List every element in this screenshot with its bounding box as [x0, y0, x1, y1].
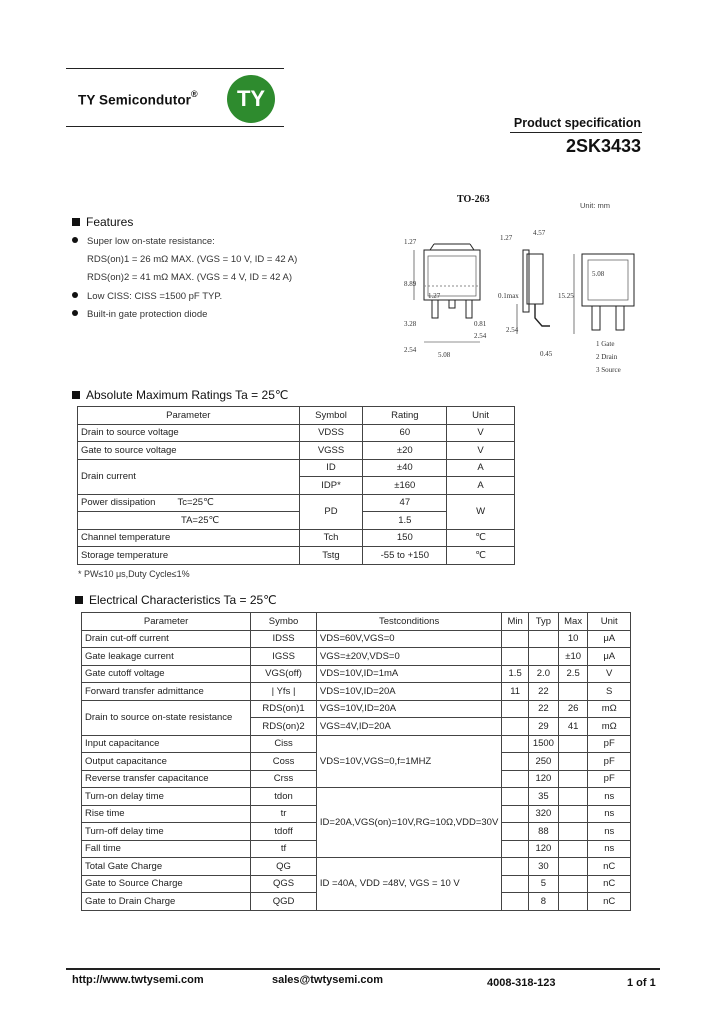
table-cell: Forward transfer admittance [82, 683, 251, 701]
table-row [78, 547, 515, 565]
table-cell: nC [588, 875, 631, 893]
table-cell: W [447, 494, 515, 529]
table-cell: 120 [528, 840, 558, 858]
table-cell: QGS [251, 875, 317, 893]
bullet-icon [72, 237, 78, 243]
table-row [82, 858, 631, 876]
section-square-icon [72, 218, 80, 226]
amr-heading: Absolute Maximum Ratings Ta = 25℃ [72, 388, 288, 402]
table-cell [558, 735, 588, 753]
feature-item: Built-in gate protection diode [72, 309, 207, 320]
table-cell: Rise time [82, 805, 251, 823]
table-row [78, 529, 515, 547]
table-row [78, 424, 515, 442]
brand-name: TY Semicondutor® [78, 89, 198, 108]
package-drawing [402, 214, 642, 374]
column-header: Min [502, 613, 529, 631]
table-cell: Gate to Source Charge [82, 875, 251, 893]
table-cell [558, 875, 588, 893]
registered-mark: ® [191, 89, 198, 99]
table-cell: Power dissipation Tc=25℃ [78, 494, 300, 512]
ec-heading: Electrical Characteristics Ta = 25℃ [75, 593, 277, 607]
dim-label: 0.45 [540, 350, 553, 358]
table-cell [502, 840, 529, 858]
table-cell: VDS=10V,ID=20A [316, 683, 501, 701]
table-cell: Ciss [251, 735, 317, 753]
footer-rule [66, 968, 660, 970]
column-header: Rating [363, 407, 447, 425]
table-cell: Crss [251, 770, 317, 788]
column-header: Unit [447, 407, 515, 425]
table-cell: Turn-off delay time [82, 823, 251, 841]
table-row [78, 459, 515, 477]
table-cell: nC [588, 858, 631, 876]
table-cell: 88 [528, 823, 558, 841]
column-header: Symbol [299, 407, 363, 425]
table-row [78, 442, 515, 460]
table-cell [558, 683, 588, 701]
table-cell [502, 700, 529, 718]
table-cell: pF [588, 753, 631, 771]
table-row [82, 648, 631, 666]
table-cell: VGS=4V,ID=20A [316, 718, 501, 736]
table-cell: 2.5 [558, 665, 588, 683]
table-cell: VDSS [299, 424, 363, 442]
table-cell: ns [588, 805, 631, 823]
header-rule-bottom [66, 126, 284, 127]
footer-email-link[interactable]: sales@twtysemi.com [272, 974, 383, 986]
dim-label: 4.57 [533, 229, 546, 237]
table-row [82, 788, 631, 806]
table-cell: VGS=±20V,VDS=0 [316, 648, 501, 666]
table-cell: 41 [558, 718, 588, 736]
table-header-row [82, 613, 631, 631]
table-cell: | Yfs | [251, 683, 317, 701]
table-cell: VGS(off) [251, 665, 317, 683]
table-cell: nC [588, 893, 631, 911]
table-cell: VGS=10V,ID=20A [316, 700, 501, 718]
table-cell: 1500 [528, 735, 558, 753]
table-cell [502, 648, 529, 666]
table-cell: 5 [528, 875, 558, 893]
table-cell: ID [299, 459, 363, 477]
table-cell: RDS(on)2 [251, 718, 317, 736]
table-cell [502, 858, 529, 876]
table-cell: Turn-on delay time [82, 788, 251, 806]
table-cell: Gate to source voltage [78, 442, 300, 460]
table-row [82, 683, 631, 701]
table-cell: IGSS [251, 648, 317, 666]
dim-label: 2.54 [506, 326, 519, 334]
amr-table [77, 406, 515, 565]
table-cell [502, 875, 529, 893]
table-row [82, 700, 631, 718]
table-cell: 150 [363, 529, 447, 547]
table-cell: VDS=60V,VGS=0 [316, 630, 501, 648]
table-cell: Drain cut-off current [82, 630, 251, 648]
table-cell: 26 [558, 700, 588, 718]
table-cell [528, 648, 558, 666]
table-cell [558, 840, 588, 858]
table-cell: ns [588, 823, 631, 841]
table-cell: Storage temperature [78, 547, 300, 565]
bullet-icon [72, 310, 78, 316]
table-cell [558, 823, 588, 841]
table-cell: mΩ [588, 700, 631, 718]
table-cell: Drain current [78, 459, 300, 494]
table-cell: ns [588, 840, 631, 858]
table-cell: mΩ [588, 718, 631, 736]
pin-label: 1 Gate [596, 340, 615, 348]
table-cell: Gate leakage current [82, 648, 251, 666]
table-cell: μA [588, 648, 631, 666]
section-square-icon [75, 596, 83, 604]
table-cell: Reverse transfer capacitance [82, 770, 251, 788]
features-heading: Features [72, 215, 133, 229]
dim-label: 2.54 [404, 346, 417, 354]
dim-label: 15.25 [558, 292, 574, 300]
table-cell [558, 805, 588, 823]
dim-label: 5.08 [592, 270, 605, 278]
table-cell: Coss [251, 753, 317, 771]
dim-label: 1.27 [404, 238, 417, 246]
table-cell: ns [588, 788, 631, 806]
dim-label: 1.27 [428, 292, 441, 300]
header-rule-top [66, 68, 284, 69]
table-cell [502, 753, 529, 771]
table-cell: Channel temperature [78, 529, 300, 547]
table-cell: 35 [528, 788, 558, 806]
table-cell: 8 [528, 893, 558, 911]
footer-url-link[interactable]: http://www.twtysemi.com [72, 974, 204, 986]
table-cell: ℃ [447, 529, 515, 547]
table-cell: 11 [502, 683, 529, 701]
table-cell [558, 788, 588, 806]
table-cell: tf [251, 840, 317, 858]
table-cell: 60 [363, 424, 447, 442]
table-cell [558, 753, 588, 771]
table-cell: Drain to source on-state resistance [82, 700, 251, 735]
table-cell: PD [299, 494, 363, 529]
table-cell: V [447, 424, 515, 442]
bullet-icon [72, 292, 78, 298]
table-cell: Total Gate Charge [82, 858, 251, 876]
table-cell: V [447, 442, 515, 460]
column-header: Typ [528, 613, 558, 631]
table-cell: Drain to source voltage [78, 424, 300, 442]
table-cell: ±160 [363, 477, 447, 495]
table-cell: QGD [251, 893, 317, 911]
table-cell: 250 [528, 753, 558, 771]
feature-item: RDS(on)2 = 41 mΩ MAX. (VGS = 4 V, ID = 42 A) [87, 272, 293, 283]
table-cell: 30 [528, 858, 558, 876]
table-cell: 22 [528, 683, 558, 701]
table-header-row [78, 407, 515, 425]
table-cell: tdon [251, 788, 317, 806]
table-cell [502, 788, 529, 806]
header-rule-right [510, 132, 642, 133]
table-cell: QG [251, 858, 317, 876]
table-cell: ID=20A,VGS(on)=10V,RG=10Ω,VDD=30V [316, 788, 501, 858]
table-cell: Input capacitance [82, 735, 251, 753]
table-cell: 29 [528, 718, 558, 736]
table-cell: μA [588, 630, 631, 648]
table-cell: A [447, 477, 515, 495]
pin-label: 3 Source [596, 366, 621, 374]
column-header: Symbo [251, 613, 317, 631]
table-cell: Output capacitance [82, 753, 251, 771]
product-spec-label: Product specification [513, 116, 641, 130]
table-cell: VGSS [299, 442, 363, 460]
table-cell: Gate to Drain Charge [82, 893, 251, 911]
dim-label: 0.1max [498, 292, 519, 300]
table-cell: ℃ [447, 547, 515, 565]
dim-label: 5.08 [438, 351, 451, 359]
table-row [82, 630, 631, 648]
table-cell: ±10 [558, 648, 588, 666]
table-cell: 22 [528, 700, 558, 718]
table-cell: 10 [558, 630, 588, 648]
table-cell: 47 [363, 494, 447, 512]
table-cell: VDS=10V,VGS=0,f=1MHZ [316, 735, 501, 788]
table-cell: tr [251, 805, 317, 823]
table-cell [502, 805, 529, 823]
table-cell: TA=25℃ [78, 512, 300, 530]
table-cell: Fall time [82, 840, 251, 858]
pin-label: 2 Drain [596, 353, 618, 361]
ec-table [81, 612, 631, 911]
table-row [82, 735, 631, 753]
table-cell [502, 735, 529, 753]
column-header: Max [558, 613, 588, 631]
table-cell: ID =40A, VDD =48V, VGS = 10 V [316, 858, 501, 911]
footer-phone: 4008-318-123 [487, 977, 556, 989]
table-cell [502, 718, 529, 736]
column-header: Unit [588, 613, 631, 631]
table-cell: ±20 [363, 442, 447, 460]
table-cell: RDS(on)1 [251, 700, 317, 718]
column-header: Parameter [82, 613, 251, 631]
table-cell: Gate cutoff voltage [82, 665, 251, 683]
brand-logo: TY [227, 75, 275, 123]
table-cell: pF [588, 735, 631, 753]
unit-label: Unit: mm [580, 201, 610, 210]
table-cell [502, 770, 529, 788]
dim-label: 0.81 [474, 320, 487, 328]
table-cell [502, 893, 529, 911]
table-cell: 1.5 [363, 512, 447, 530]
table-cell: IDSS [251, 630, 317, 648]
table-cell [558, 893, 588, 911]
part-number: 2SK3433 [565, 136, 641, 156]
column-header: Parameter [78, 407, 300, 425]
feature-item: RDS(on)1 = 26 mΩ MAX. (VGS = 10 V, ID = 42 A) [87, 254, 298, 265]
column-header: Testconditions [316, 613, 501, 631]
table-cell: 1.5 [502, 665, 529, 683]
table-cell [558, 770, 588, 788]
table-cell: IDP* [299, 477, 363, 495]
section-square-icon [72, 391, 80, 399]
feature-item: Super low on-state resistance: [72, 236, 215, 247]
dim-label: 2.54 [474, 332, 487, 340]
table-cell: V [588, 665, 631, 683]
dim-label: 8.89 [404, 280, 417, 288]
table-cell [558, 858, 588, 876]
table-cell: A [447, 459, 515, 477]
table-cell: 320 [528, 805, 558, 823]
table-cell: pF [588, 770, 631, 788]
table-cell: 2.0 [528, 665, 558, 683]
table-cell: -55 to +150 [363, 547, 447, 565]
table-cell: S [588, 683, 631, 701]
dim-label: 1.27 [500, 234, 513, 242]
table-cell: ±40 [363, 459, 447, 477]
amr-note: * PW≤10 μs,Duty Cycle≤1% [78, 569, 190, 579]
table-cell: VDS=10V,ID=1mA [316, 665, 501, 683]
table-cell: Tstg [299, 547, 363, 565]
package-name: TO-263 [457, 194, 490, 205]
table-cell [502, 630, 529, 648]
footer-page-number: 1 of 1 [627, 977, 656, 989]
dim-label: 3.28 [404, 320, 417, 328]
table-cell [528, 630, 558, 648]
table-cell: 120 [528, 770, 558, 788]
table-cell [502, 823, 529, 841]
feature-item: Low CISS: CISS =1500 pF TYP. [72, 291, 222, 302]
table-row [78, 494, 515, 512]
table-row [82, 665, 631, 683]
table-cell: Tch [299, 529, 363, 547]
table-cell: tdoff [251, 823, 317, 841]
